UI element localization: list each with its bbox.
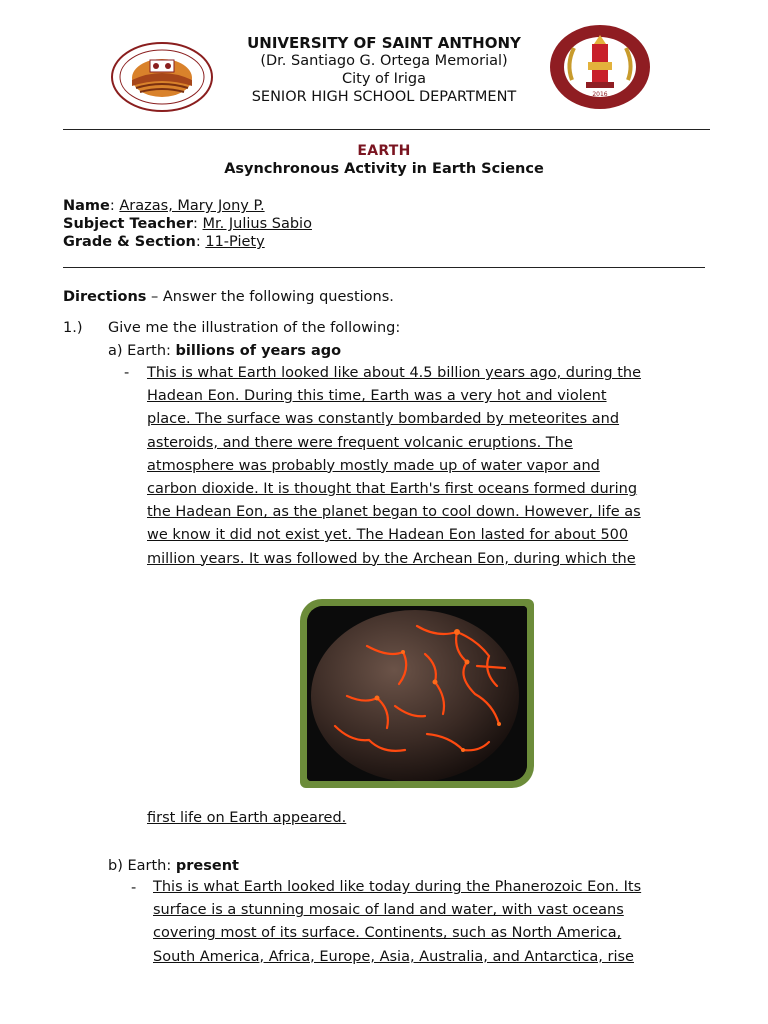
header-block [200,34,568,106]
part-a-tail: first life on Earth appeared. [147,810,347,826]
city-name: City of Iriga [342,71,426,87]
teacher-label: Subject Teacher [63,216,194,232]
topic-title: EARTH [357,143,411,159]
grade-value: 11-Piety [205,234,265,250]
part-a-line: atmosphere was probably mostly made up of water vapor and [147,457,600,474]
part-b-dash: - [131,880,137,896]
part-b-line: surface is a stunning mosaic of land and water, with vast oceans [153,902,624,919]
part-b-bold: present [175,858,239,874]
part-a-line: place. The surface was constantly bombarded by meteorites and [147,411,620,428]
part-b-line: covering most of its surface. Continents, such as North America, [153,925,622,942]
directions-label: Directions [63,289,147,305]
name-label: Name [63,198,110,214]
part-a-line: the Hadean Eon, as the planet began to cool down. However, life as [147,504,641,521]
hadean-earth-illustration [300,599,534,788]
part-a-line: asteroids, and there were frequent volcanic eruptions. The [147,434,573,451]
teacher-value: Mr. Julius Sabio [202,216,312,232]
part-a-label: a) Earth: [108,343,176,359]
part-b-label: b) Earth: [108,858,176,874]
name-line: Name: Arazas, Mary Jony P. [63,198,265,214]
university-name: UNIVERSITY OF SAINT ANTHONY [247,34,521,52]
part-a-dash: - [124,365,130,381]
directions-text: – Answer the following questions. [146,289,394,305]
directions-line [63,288,394,306]
name-value: Arazas, Mary Jony P. [119,198,265,214]
part-b-heading [108,857,239,875]
part-a-heading [108,342,341,360]
teacher-line: Subject Teacher: Mr. Julius Sabio [63,216,312,232]
part-a-line: carbon dioxide. It is thought that Earth's first oceans formed during [147,481,638,498]
seal-year: 2016 [592,91,608,98]
part-a-line: This is what Earth looked like about 4.5 billion years ago, during the [147,365,641,381]
memorial-name: (Dr. Santiago G. Ortega Memorial) [260,53,508,69]
grade-label: Grade & Section [63,234,196,250]
part-a-bold: billions of years ago [175,343,342,359]
question-number: 1.) [63,320,83,336]
part-b-paragraph [153,876,641,969]
activity-subtitle: Asynchronous Activity in Earth Science [224,161,544,177]
question-text: Give me the illustration of the following: [108,320,401,336]
part-a-line: we know it did not exist yet. The Hadean Eon lasted for about 500 [147,527,629,544]
part-a-paragraph [147,362,641,571]
part-a-line: million years. It was followed by the Archean Eon, during which the [147,550,636,567]
part-a-line: Hadean Eon. During this time, Earth was a very hot and violent [147,388,607,405]
header-divider [63,129,710,130]
university-seal-logo [110,42,214,112]
grade-line: Grade & Section: 11-Piety [63,234,265,250]
part-b-line: South America, Africa, Europe, Asia, Australia, and Antarctica, rise [153,948,634,965]
department-name: SENIOR HIGH SCHOOL DEPARTMENT [251,89,517,105]
info-divider [63,267,705,268]
part-b-line: This is what Earth looked like today during the Phanerozoic Eon. Its [153,879,642,895]
hadean-earth-icon [307,606,527,781]
